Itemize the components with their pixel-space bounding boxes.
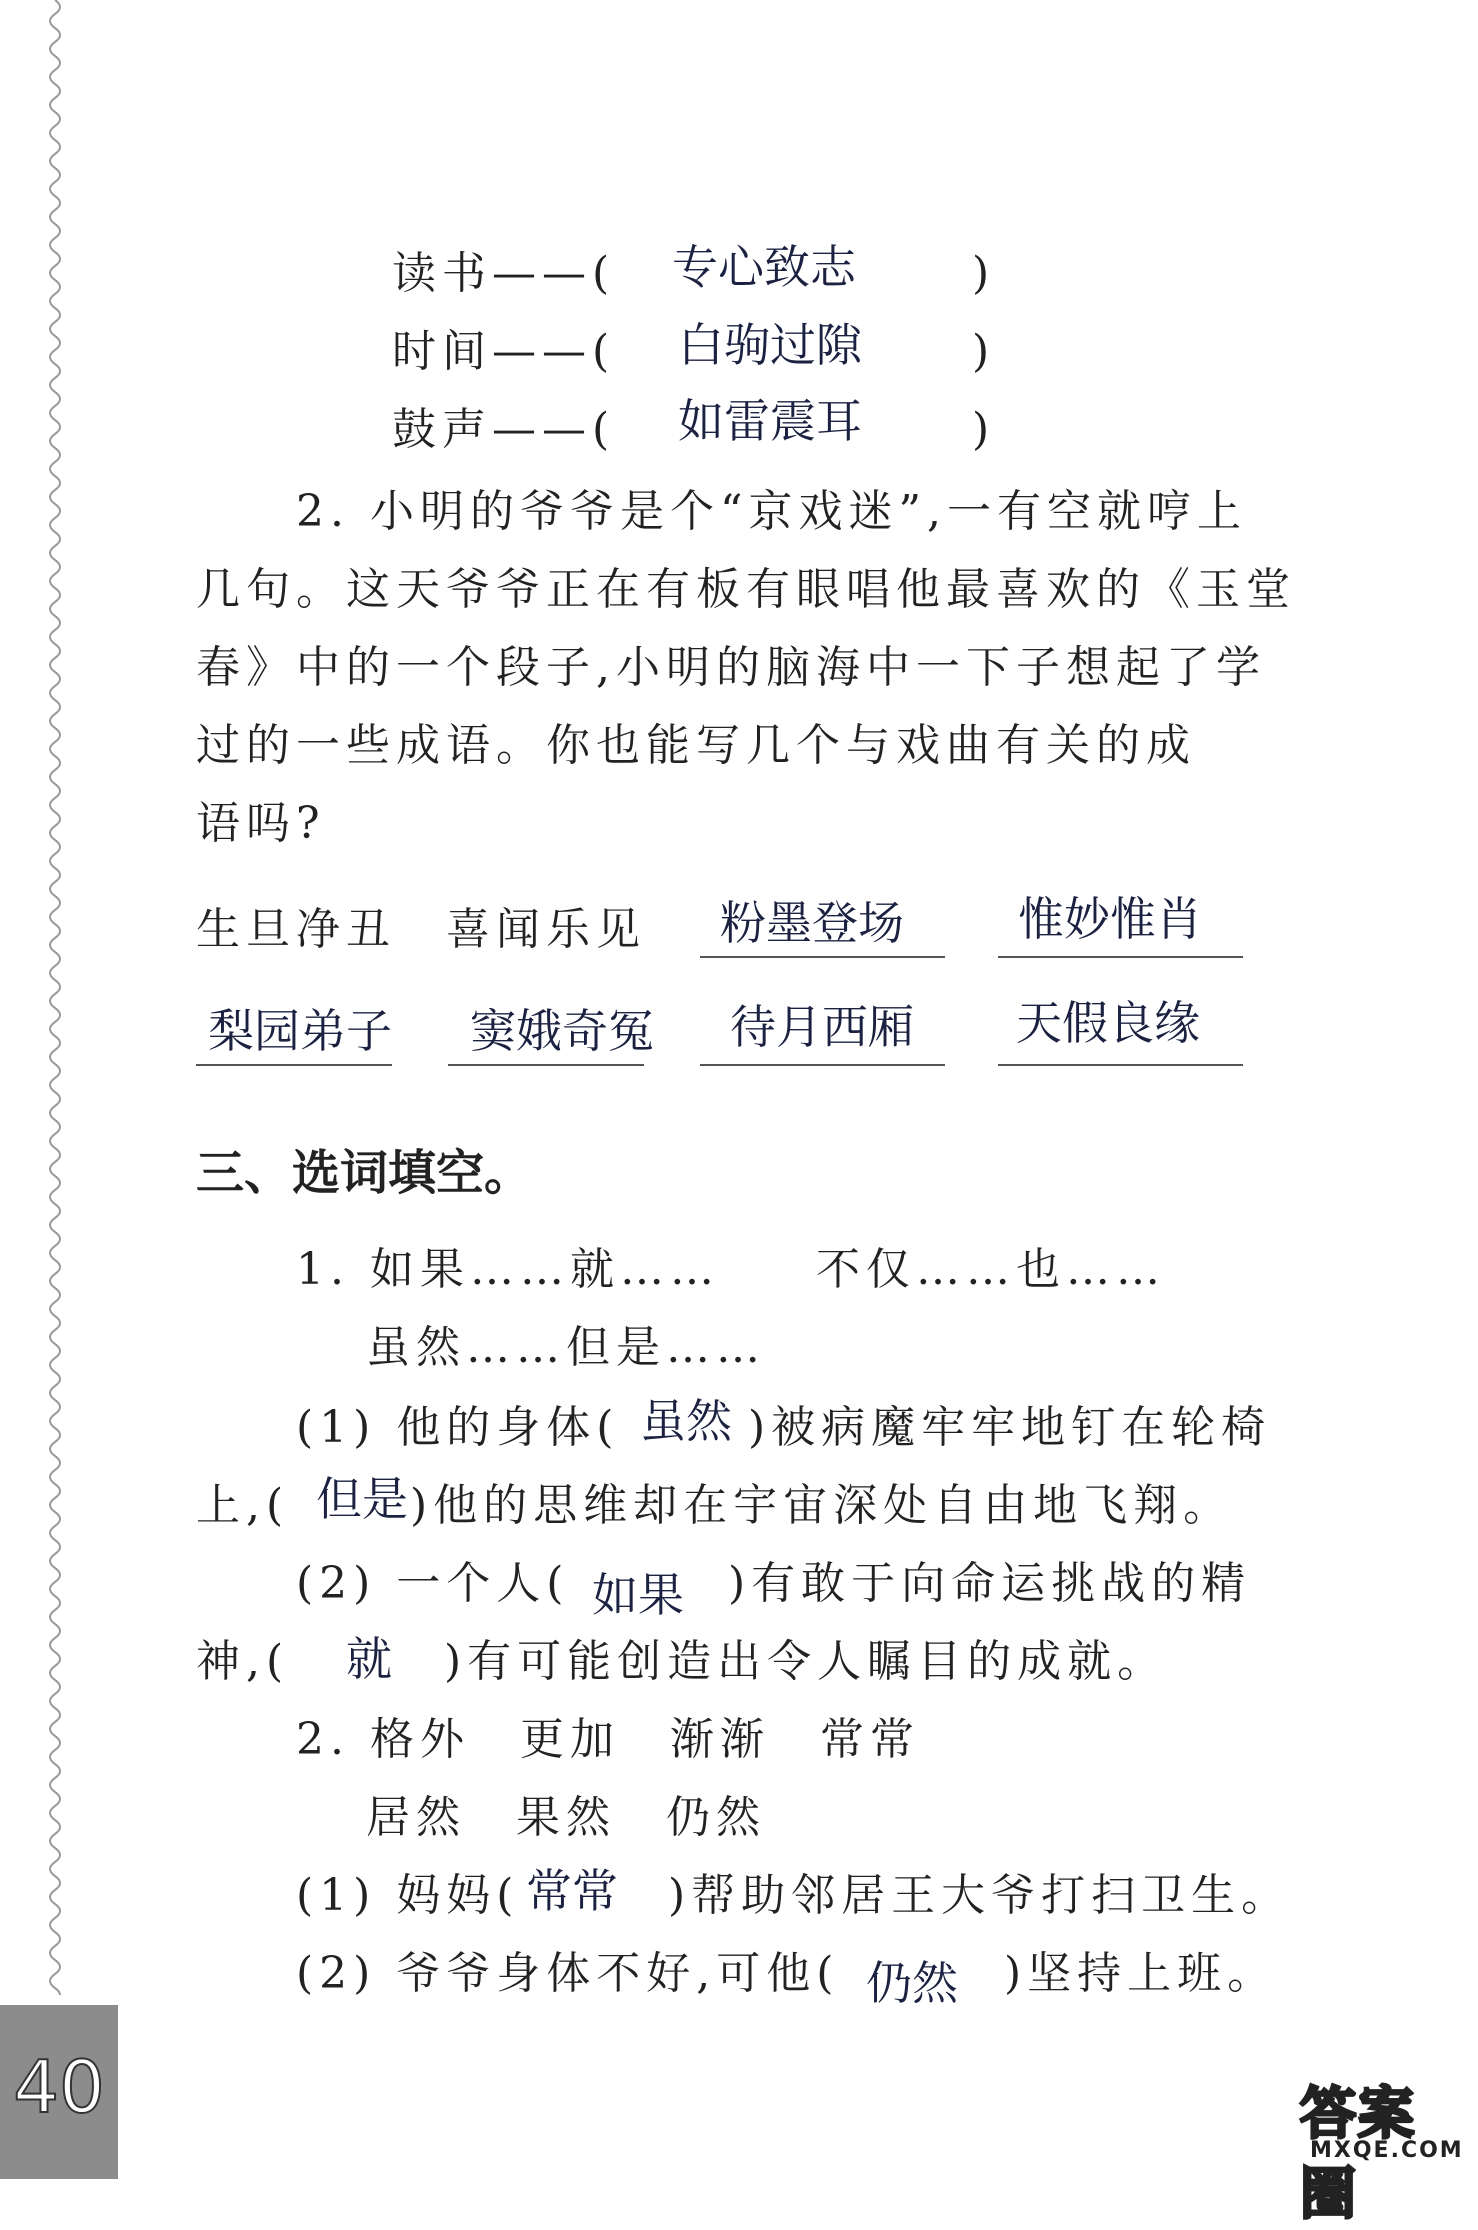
answer-idiom-5: 待月西厢: [730, 1000, 914, 1054]
g1-s2-ans1: 如果: [592, 1568, 684, 1622]
answer-blank-5: [700, 1064, 945, 1066]
answer-idiom-3: 梨园弟子: [208, 1004, 392, 1058]
watermark-url: MXQE.COM: [1310, 2138, 1464, 2163]
given-idiom-1: 生旦净丑: [196, 904, 396, 955]
g1-options-c: 虽然……但是……: [366, 1322, 766, 1373]
section-3-heading: 三、选词填空。: [196, 1145, 533, 1201]
q2-line-1: 2. 小明的爷爷是个“京戏迷”,一有空就哼上: [296, 486, 1247, 537]
g2-s1-a: (1) 妈妈(: [296, 1870, 520, 1921]
watermark-logo: 答案圈: [1300, 2082, 1416, 2227]
answer-idiom-4: 窦娥奇冤: [470, 1004, 654, 1058]
answer-idiom-2: 惟妙惟肖: [1018, 892, 1202, 946]
g1-s1-ans1: 虽然: [640, 1394, 732, 1448]
q2-line-2: 几句。这天爷爷正在有板有眼唱他最喜欢的《玉堂: [196, 564, 1296, 615]
g1-s2-c: 神,(: [196, 1636, 290, 1687]
answer-blank-2: [998, 956, 1243, 958]
g2-options-a: 2. 格外 更加 渐渐 常常: [296, 1714, 920, 1765]
answer-idiom-1: 粉墨登场: [720, 896, 904, 950]
q2-line-3: 春》中的一个段子,小明的脑海中一下子想起了学: [196, 642, 1266, 693]
pair-answer-3: 如雷震耳: [678, 394, 862, 448]
g2-options-b: 居然 果然 仍然: [366, 1792, 766, 1843]
pair-close-1: ): [972, 248, 996, 299]
g1-s2-b: )有敢于向命运挑战的精: [728, 1558, 1252, 1609]
g1-s1-b: )被病魔牢牢地钉在轮椅: [748, 1402, 1272, 1453]
g2-s2-ans: 仍然: [866, 1956, 958, 2010]
pair-close-2: ): [972, 326, 996, 377]
g2-s2-b: )坚持上班。: [1004, 1948, 1278, 1999]
pair-answer-1: 专心致志: [672, 240, 856, 294]
answer-blank-1: [700, 956, 945, 958]
g1-s1-d: )他的思维却在宇宙深处自由地飞翔。: [410, 1480, 1234, 1531]
pair-label-3: 鼓声——(: [392, 404, 616, 455]
g1-s1-a: (1) 他的身体(: [296, 1402, 620, 1453]
watermark: [1300, 2070, 1470, 2227]
answer-blank-4: [448, 1064, 644, 1066]
pair-answer-2: 白驹过隙: [678, 318, 862, 372]
pair-label-1: 读书——(: [392, 248, 616, 299]
g1-s1-ans2: 但是: [316, 1472, 408, 1526]
q2-line-5: 语吗?: [196, 798, 326, 849]
g2-s2-a: (2) 爷爷身体不好,可他(: [296, 1948, 840, 1999]
answer-blank-6: [998, 1064, 1243, 1066]
answer-idiom-6: 天假良缘: [1016, 996, 1200, 1050]
g1-s2-a: (2) 一个人(: [296, 1558, 570, 1609]
g1-s1-c: 上,(: [196, 1480, 290, 1531]
g2-s1-ans: 常常: [526, 1864, 618, 1918]
pair-label-2: 时间——(: [392, 326, 616, 377]
given-idiom-2: 喜闻乐见: [446, 904, 646, 955]
q2-line-4: 过的一些成语。你也能写几个与戏曲有关的成: [196, 720, 1196, 771]
g1-options-a: 1. 如果……就……: [296, 1244, 720, 1295]
wavy-border-decoration: [40, 0, 70, 1995]
answer-blank-3: [196, 1064, 392, 1066]
g1-s2-ans2: 就: [346, 1632, 392, 1686]
g1-options-b: 不仅……也……: [816, 1244, 1166, 1295]
pair-close-3: ): [972, 404, 996, 455]
g2-s1-b: )帮助邻居王大爷打扫卫生。: [668, 1870, 1292, 1921]
g1-s2-d: )有可能创造出令人瞩目的成就。: [444, 1636, 1168, 1687]
page-number: 40: [13, 2045, 105, 2129]
